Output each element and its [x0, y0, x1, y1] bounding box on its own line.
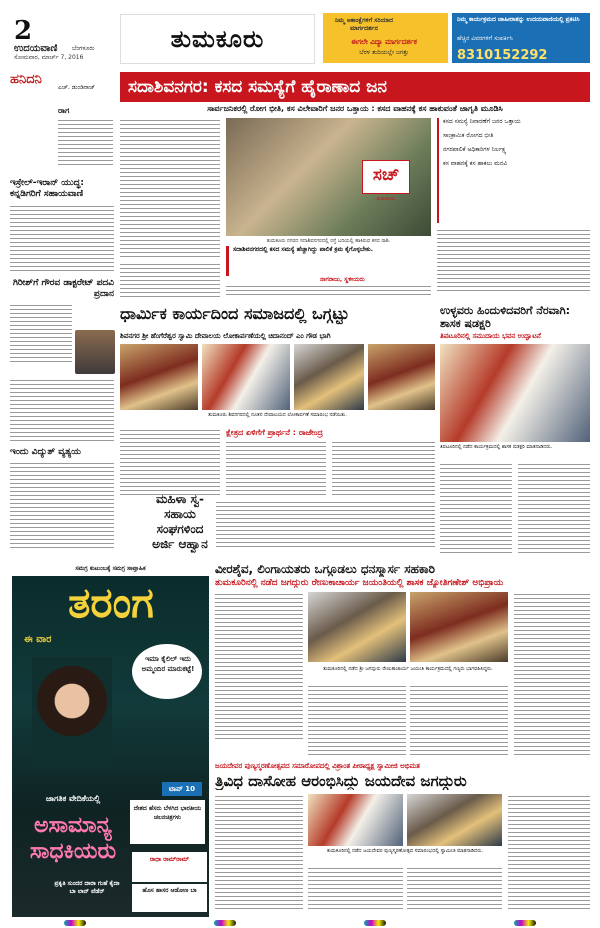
cover-model-image	[32, 657, 112, 767]
headline-left-3[interactable]: ಇಂದು ವಿದ್ಯುತ್ ವ್ಯತ್ಯಯ	[10, 447, 81, 457]
cover-headline-big: ಅಸಾಮಾನ್ಯ ಸಾಧಕಿಯರು	[29, 812, 117, 864]
bullet-item: ಸಾಂಕ್ರಾಮಿಕ ರೋಗದ ಭೀತಿ	[443, 132, 494, 139]
photo-temple-1	[120, 344, 198, 410]
registration-mark	[64, 920, 86, 926]
top10-text: ದೇಶದ ಹೆಸರು ಬೆಳಗಿದ ಭಾರತೀಯ ಚಲನಚಿತ್ರಗಳು	[130, 800, 205, 844]
article-body	[215, 592, 303, 742]
article-body	[120, 118, 220, 258]
bullet-item: ನಗರಪಾಲಿಕೆ ಅಧಿಕಾರಿಗಳ ನಿರ್ಲಕ್ಷ್ಯ	[443, 146, 507, 153]
deck-veerashaiva: ತುಮಕೂರಿನಲ್ಲಿ ನಡೆದ ಜಗದ್ಗುರು ರೇಣುಕಾಚಾರ್ಯ ಜಯಂತಿಯಲ್ಲಿ ಶಾಸಕ ಜ್ಯೋತಿಗಣೇಶ್ ಅಭಿಪ್ರಾಯ	[215, 578, 504, 588]
deck-jayadeva: ಜಯದೇವರ ಪುಣ್ಯಸ್ಮರಣೋತ್ಸವದ ಸಮಾರೋಪದಲ್ಲಿ ವಿಶ್ರಾಂತ ಪೀಠಾಧ್ಯಕ್ಷ ಸ್ವಾಮೀಜಿ ಅಭಿಮತ	[215, 762, 420, 770]
article-body	[120, 428, 220, 498]
photo-jayadeva-1	[308, 794, 403, 846]
photo-temple-4	[368, 344, 435, 410]
registration-mark	[214, 920, 236, 926]
quote-attribution: ನಾಗರಾಜು, ಸ್ಥಳೀಯರು	[320, 276, 365, 283]
article-body	[120, 262, 220, 298]
poem-title: ರಾಗ	[58, 106, 70, 115]
headline-left-2[interactable]: ಗಿರೀಶ್‌ಗೆ ಗೌರವ ಡಾಕ್ಟರೇಟ್ ಪದವಿ ಪ್ರದಾನ	[12, 278, 114, 299]
article-body	[226, 440, 326, 498]
portrait-photo	[75, 330, 115, 374]
headline-right[interactable]: ಉಳ್ಳವರು ಹಿಂದುಳಿದವರಿಗೆ ನೆರವಾಗಿ: ಶಾಸಕ ಷಡಕ್ಷರಿ	[440, 304, 571, 330]
cover-box: ಹೊಸ ಹಾಸರ ಆಡೋಣ ಬಾ	[132, 884, 207, 912]
bullet-item: ಕಸದ ಸಮಸ್ಯೆ ನಿವಾರಣೆಗೆ ಜನರ ಒತ್ತಾಯ	[443, 118, 521, 125]
cover-circle-text: ಇಮಾ ಕೈಲಿಲ್ ಇದು ಅಮ್ಮಂದಿರ ಮಾರುಕಟ್ಟೆ!	[141, 655, 195, 673]
cover-box: ಪ್ರಕೃತಿ ಸುಂದರ ದಾರಾ ಗುಹೆ ಕೈದಾ ಬಾ ಲಾನ್ ವೆಡೆನ್	[54, 880, 120, 895]
cover-box: ರಾಧಾ ರಾಮ್‌ರಾಮ್	[132, 852, 207, 882]
article-body	[518, 462, 590, 554]
dateline: ಸೋಮವಾರ, ಮಾರ್ಚ್ 7, 2016	[14, 54, 84, 61]
lead-bullet-list	[437, 118, 590, 223]
registration-mark	[364, 920, 386, 926]
article-body	[508, 794, 590, 912]
sach-logo: ಸಚ್	[362, 160, 410, 194]
ad-text: ಈಗಲೇ ವಿದ್ಯಾ ಮಾರ್ಗದರ್ಶಕ	[351, 38, 417, 46]
article-body	[216, 500, 435, 550]
registration-mark	[514, 920, 536, 926]
lead-subheadline: ಸಾರ್ವಜನಿಕರಲ್ಲಿ ರೋಗ ಭೀತಿ, ಕಸ ವಿಲೇವಾರಿಗೆ ಜನರ ಒತ್ತಾಯ : ಕಸದ ವಾಹನಕ್ಕೆ ಕಸ ಹಾಕುವಂತೆ ಜಾಗೃತಿ ಮೂಡಿಸಿ	[207, 104, 503, 113]
article-body	[10, 204, 114, 272]
article-body	[440, 462, 512, 554]
deck-temple: ಶಿವನಗರ ಶ್ರೀ ಹೆಂಗೆರೆಶ್ವರ ಸ್ವಾಮಿ ದೇವಾಲಯ ಲೋಕಾರ್ಪಣೆಯಲ್ಲಿ ಚಿದಾನಂದ್ ಎಂ ಗೌಡ ಭಾಗಿ	[120, 332, 331, 340]
photo-temple-2	[202, 344, 290, 410]
article-body	[215, 794, 303, 912]
photo-jayanti-2	[410, 592, 508, 662]
headline-left-1[interactable]: ಇಸ್ರೇಲ್-ಇರಾನ್ ಯುದ್ಧ: ಕನ್ನಡಿಗರಿಗೆ ಸಹಾಯವಾಣಿ	[10, 178, 84, 199]
print-registration-marks	[0, 918, 600, 928]
taranga-magazine-ad[interactable]	[12, 562, 209, 917]
headline-mahila[interactable]: ಮಹಿಳಾ ಸ್ವ-ಸಹಾಯ ಸಂಘಗಳಿಂದ ಅರ್ಜಿ ಆಹ್ವಾನ	[152, 492, 208, 551]
ad-text: ಬೆರಳ ತುದಿಯಲ್ಲೇ ಜಗತ್ತು	[359, 49, 409, 56]
photo-caption: ತಿಪಟೂರಿನಲ್ಲಿ ನಡೆದ ಕಾರ್ಯಕ್ರಮದಲ್ಲಿ ಶಾಸಕ ಷಡಕ್ಷರಿ ಮಾತನಾಡಿದರು.	[440, 444, 553, 450]
ad-text: ನಿಮ್ಮ ಆಕಾಂಕ್ಷೆಗಳಿಗೆ ಸರಿಯಾದ ಮಾರ್ಗದರ್ಶನ	[334, 17, 394, 32]
headline-jayadeva[interactable]: ತ್ರಿವಿಧ ದಾಸೋಹ ಆರಂಭಿಸಿದ್ದು ಜಯದೇವ ಜಗದ್ಗುರು	[215, 772, 467, 790]
photo-temple-3	[294, 344, 364, 410]
photo-caption: ತುಮಕೂರು ಶಿವನಗರದಲ್ಲಿ ನೂತನ ದೇವಾಲಯದ ಲೋಕಾರ್ಪಣೆ ಸಮಾರಂಭ ನಡೆಯಿತು.	[208, 412, 347, 418]
article-body	[10, 303, 72, 363]
article-body	[410, 684, 508, 758]
photo-jayadeva-2	[407, 794, 502, 846]
article-body	[226, 284, 431, 298]
headline-veerashaiva[interactable]: ವೀರಶೈವ, ಲಿಂಗಾಯತರು ಒಗ್ಗೂಡಲು ಧನಸ್ಮಾರ್ಸ ಸಹಕಾರಿ	[215, 562, 435, 576]
lead-headline[interactable]: ಸದಾಶಿವನಗರ: ಕಸದ ಸಮಸ್ಯೆಗೆ ಹೈರಾಣಾದ ಜನ	[120, 72, 590, 102]
article-body	[308, 684, 406, 758]
sach-sub: ತುಮಕೂರು	[376, 196, 396, 202]
top-advertisement-vidya[interactable]	[323, 13, 448, 63]
ad-text: ನಿಮ್ಮ ಕಾರ್ಯಕ್ರಮದ ಜಾಹೀರಾತನ್ನು ಉದಯವಾಣಿಯಲ್ಲಿ ಪ್ರಕಟಿಸಿ	[457, 16, 580, 23]
bullet-item: ಕಸ ವಾಹನಕ್ಕೆ ಕಸ ಹಾಕಲು ಮನವಿ	[443, 160, 508, 167]
photo-right	[440, 344, 590, 442]
article-body	[10, 461, 114, 551]
article-body	[514, 592, 590, 758]
page-number: 2	[14, 16, 33, 46]
photo-jayanti-1	[308, 592, 406, 662]
column-author: ಎಚ್. ಡುಂಡಿರಾಜ್	[58, 84, 96, 91]
column-logo: ಹನಿದನಿ	[10, 72, 42, 87]
article-body	[308, 866, 403, 912]
headline-temple[interactable]: ಧಾರ್ಮಿಕ ಕಾರ್ಯದಿಂದ ಸಮಾಜದಲ್ಲಿ ಒಗ್ಗಟ್ಟು	[120, 304, 350, 323]
top-advertisement-contact[interactable]	[452, 13, 590, 63]
article-body	[407, 866, 502, 912]
article-body	[10, 378, 114, 442]
photo-caption: ತುಮಕೂರಿನಲ್ಲಿ ನಡೆದ ಶ್ರೀ ಜಗದ್ಗುರು ರೇಣುಕಾಚಾರ್ಯ ಜಯಂತಿ ಕಾರ್ಯಕ್ರಮದಲ್ಲಿ ಗಣ್ಯರು ಭಾಗವಹಿಸಿದ್ದರು.	[323, 666, 493, 672]
subheadline: ಕ್ಷೇತ್ರದ ಏಳಿಗೆಗೆ ಪ್ರಾರ್ಥನೆ : ರಾಜೇಂದ್ರ	[226, 428, 323, 437]
magazine-title: ತರಂಗ	[68, 578, 154, 627]
magazine-tagline: ಸಮಗ್ರ ಕುಟುಂಬಕ್ಕೆ ಸಮಗ್ರ ಸಾಪ್ತಾಹಿಕ	[12, 562, 209, 576]
poem-body	[58, 118, 113, 168]
pull-quote: ಸದಾಶಿವನಗರದಲ್ಲಿ ಕಸದ ಸಮಸ್ಯೆ ಹೆಚ್ಚಾಗಿದ್ದು ಪಾಲಿಕೆ ಕ್ರಮ ಕೈಗೊಳ್ಳಬೇಕು.	[226, 246, 431, 276]
cover-headline: ಜಾಗತಿಕ ವೇದಿಕೆಯಲ್ಲಿ	[45, 794, 101, 803]
ad-phone: 8310152292	[457, 48, 548, 63]
deck-right: ತಿಪಟೂರಿನಲ್ಲಿ ಸಮುದಾಯ ಭವನ ಉದ್ಘಾಟನೆ	[440, 332, 541, 340]
top10-badge: ಟಾಪ್ 10	[162, 782, 202, 796]
paper-name: ಉದಯವಾಣಿ	[14, 43, 58, 54]
photo-caption: ತುಮಕೂರು ನಗರದ ಸದಾಶಿವನಗರದಲ್ಲಿ ರಸ್ತೆ ಬದಿಯಲ್ಲಿ ಹಾಕಿರುವ ಕಸದ ರಾಶಿ.	[266, 238, 391, 244]
edition-title: ತುಮಕೂರು	[120, 14, 315, 64]
ad-text: ಹೆಚ್ಚಿನ ವಿವರಗಳಿಗೆ ಸಂಪರ್ಕಿಸಿ	[457, 35, 513, 42]
article-body	[437, 228, 590, 293]
magazine-issue: ಈ ವಾರ	[24, 634, 52, 645]
paper-city: ಬೆಂಗಳೂರು	[72, 45, 95, 52]
photo-caption: ತುಮಕೂರಿನಲ್ಲಿ ನಡೆದ ಜಯದೇವರ ಪುಣ್ಯಸ್ಮರಣೋತ್ಸವ ಸಮಾರಂಭದಲ್ಲಿ ಸ್ವಾಮೀಜಿ ಮಾತನಾಡಿದರು.	[326, 848, 484, 854]
article-body	[332, 440, 435, 498]
